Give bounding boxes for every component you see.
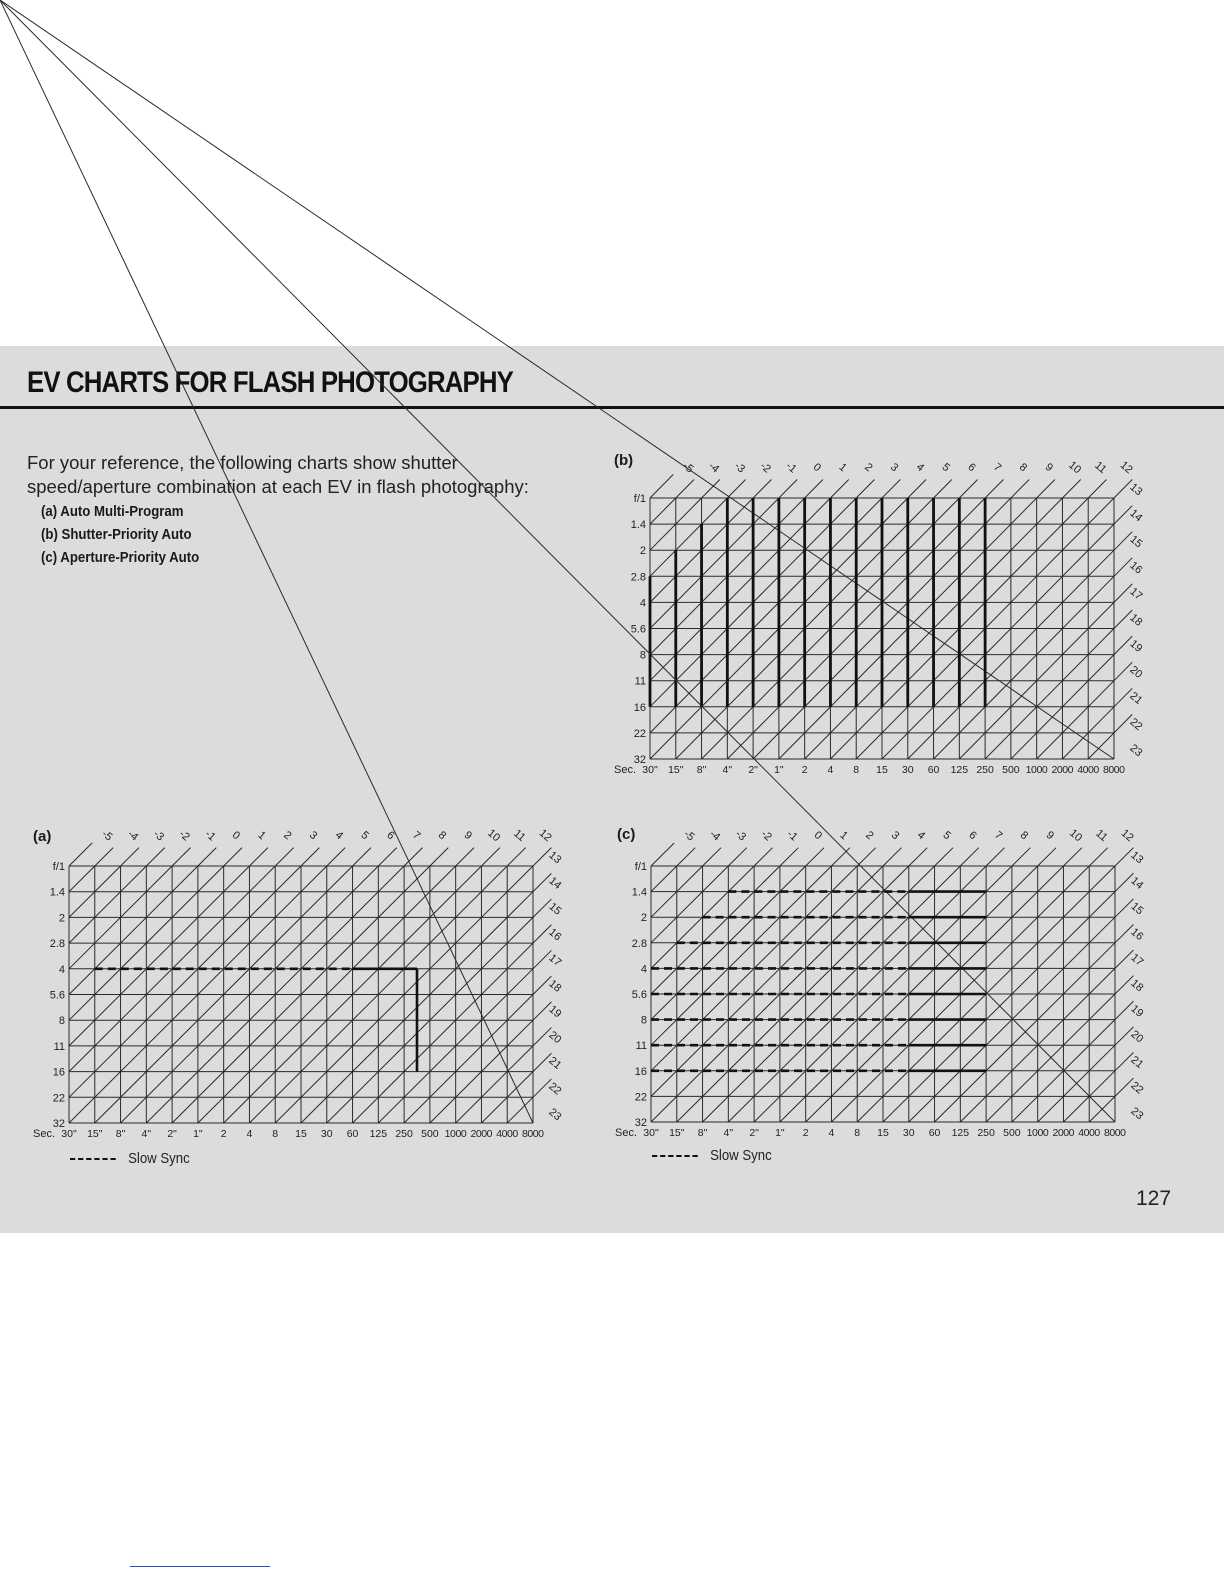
- shutter-speed-label: 1": [774, 764, 784, 776]
- ev-diagonal-extension: [806, 848, 824, 866]
- shutter-speed-label: 125: [951, 1127, 970, 1139]
- ev-diagonal: [651, 866, 883, 1096]
- shutter-speed-label: 15: [295, 1128, 307, 1140]
- ev-label-top: 9: [461, 829, 475, 843]
- ev-label-top: 9: [1042, 461, 1056, 475]
- shutter-speed-label: 2": [748, 764, 758, 776]
- aperture-label: 8: [640, 1014, 647, 1027]
- shutter-speed-label: 2000: [1051, 764, 1074, 776]
- aperture-label: 22: [52, 1092, 65, 1105]
- ev-diagonal-extension: [677, 848, 695, 866]
- ev-label-top: 1: [837, 829, 850, 843]
- aperture-label: 16: [634, 1065, 647, 1078]
- ev-label-top: 12: [1117, 459, 1135, 477]
- ev-diagonal-extension: [728, 848, 746, 866]
- aperture-label: 22: [634, 1091, 647, 1104]
- ev-diagonal: [651, 866, 677, 892]
- ev-label-top: 3: [888, 829, 902, 843]
- ev-label-top: 8: [1016, 461, 1030, 475]
- ev-label-right: 16: [546, 926, 564, 944]
- x-axis-label: Sec.: [32, 1128, 55, 1140]
- shutter-speed-label: 1": [775, 1127, 785, 1139]
- ev-label-right: 13: [546, 849, 564, 867]
- aperture-label: 2.8: [630, 571, 646, 584]
- ev-label-right: 23: [1127, 742, 1145, 760]
- ev-label-top: -4: [125, 827, 141, 844]
- ev-label-right: 21: [1128, 1053, 1146, 1072]
- aperture-label: 4: [58, 963, 65, 976]
- shutter-speed-label: 4: [827, 764, 834, 776]
- shutter-speed-label: 8: [854, 1127, 861, 1139]
- shutter-speed-label: 30": [61, 1128, 77, 1140]
- aperture-label: 2.8: [49, 938, 65, 951]
- aperture-label: 5.6: [630, 623, 646, 636]
- ev-label-right: 20: [546, 1029, 564, 1047]
- shutter-speed-label: 30": [643, 1127, 659, 1139]
- shutter-speed-label: 250: [395, 1128, 413, 1140]
- ev-label-top: 2: [863, 829, 876, 843]
- shutter-speed-label: 60: [928, 1127, 941, 1139]
- ev-label-top: 7: [991, 461, 1004, 475]
- footer-link-underline: [130, 1566, 270, 1567]
- ev-label-right: 21: [546, 1054, 564, 1072]
- ev-label-right: 16: [1128, 925, 1146, 944]
- ev-label-top: -5: [680, 459, 696, 476]
- ev-label-top: -3: [732, 827, 749, 844]
- aperture-label: 11: [634, 675, 646, 688]
- ev-label-right: 13: [1127, 481, 1145, 499]
- ev-label-right: 20: [1127, 663, 1145, 681]
- ev-label-top: 2: [281, 829, 294, 843]
- aperture-label: 5.6: [631, 989, 647, 1001]
- ev-label-top: -1: [202, 827, 218, 844]
- ev-label-top: 6: [965, 461, 978, 475]
- aperture-label: 1.4: [631, 886, 647, 899]
- shutter-speed-label: 8000: [522, 1128, 544, 1140]
- ev-label-top: 4: [332, 829, 346, 843]
- ev-label-top: 1: [836, 461, 849, 475]
- ev-label-right: 14: [546, 874, 564, 892]
- shutter-speed-label: 30: [902, 1127, 915, 1139]
- shutter-speed-label: 1000: [1025, 764, 1048, 776]
- ev-diagonal-extension: [780, 848, 798, 866]
- mode-item-b: (b) Shutter-Priority Auto: [41, 526, 192, 543]
- aperture-label: 32: [633, 754, 646, 766]
- ev-label-right: 17: [1128, 951, 1146, 969]
- ev-label-top: 8: [1017, 829, 1031, 843]
- ev-label-top: 12: [536, 827, 554, 845]
- aperture-label: 5.6: [49, 989, 65, 1002]
- shutter-speed-label: 8": [696, 764, 707, 776]
- mode-item-a: (a) Auto Multi-Program: [41, 503, 184, 520]
- ev-label-top: 12: [1118, 827, 1136, 845]
- ev-diagonal-extension: [651, 843, 674, 866]
- ev-diagonal-extension: [1038, 848, 1056, 866]
- ev-label-top: -3: [731, 459, 748, 476]
- shutter-speed-label: 4: [828, 1127, 835, 1139]
- aperture-label: 22: [633, 727, 646, 740]
- shutter-speed-label: 8000: [1104, 1127, 1126, 1139]
- shutter-speed-label: 4000: [496, 1128, 519, 1140]
- ev-label-top: 2: [862, 461, 875, 475]
- shutter-speed-label: 2000: [1052, 1127, 1075, 1139]
- ev-diagonal-extension: [1012, 848, 1030, 866]
- mode-item-c: (c) Aperture-Priority Auto: [41, 549, 200, 566]
- aperture-label: 1.4: [630, 519, 646, 532]
- ev-label-top: 1: [255, 829, 268, 843]
- ev-label-top: -1: [784, 827, 800, 844]
- aperture-label: 2: [639, 545, 646, 558]
- shutter-speed-label: 2: [802, 1127, 809, 1139]
- aperture-label: 2: [58, 912, 65, 925]
- shutter-speed-label: 500: [421, 1128, 439, 1140]
- ev-label-top: 11: [1092, 459, 1109, 476]
- ev-diagonal-extension: [935, 848, 953, 866]
- ev-diagonal-extension: [1089, 848, 1107, 866]
- ev-diagonal-extension: [703, 848, 721, 866]
- x-axis-label: Sec.: [613, 764, 636, 776]
- shutter-speed-label: 8": [115, 1128, 126, 1140]
- shutter-speed-label: 2": [749, 1127, 759, 1139]
- ev-label-right: 14: [1128, 874, 1146, 892]
- shutter-speed-label: 30: [901, 764, 914, 776]
- ev-diagonal-extension: [754, 848, 772, 866]
- ev-label-top: -2: [758, 827, 774, 844]
- shutter-speed-label: 8": [697, 1127, 708, 1139]
- slow-sync-label: Slow Sync: [128, 1150, 190, 1167]
- shutter-speed-label: 2": [167, 1128, 177, 1140]
- shutter-speed-label: 8: [272, 1128, 279, 1140]
- ev-diagonal-extension: [831, 848, 849, 866]
- ev-label-top: 7: [410, 829, 423, 843]
- shutter-speed-label: 15": [87, 1128, 103, 1140]
- ev-label-top: 6: [384, 829, 397, 843]
- shutter-speed-label: 8: [853, 764, 860, 776]
- aperture-label: 4: [639, 597, 646, 610]
- ev-label-right: 19: [1127, 637, 1145, 655]
- ev-diagonal-extension: [1063, 848, 1081, 866]
- dashed-line-swatch: [652, 1155, 698, 1157]
- aperture-label: 1.4: [49, 886, 65, 899]
- aperture-label: f/1: [52, 861, 65, 873]
- ev-label-right: 23: [1128, 1105, 1146, 1123]
- aperture-label: 4: [640, 963, 647, 976]
- page-title: EV CHARTS FOR FLASH PHOTOGRAPHY: [27, 366, 514, 399]
- ev-label-right: 18: [546, 977, 564, 995]
- ev-label-top: 3: [887, 461, 901, 475]
- shutter-speed-label: 60: [346, 1128, 359, 1140]
- ev-label-top: -5: [681, 827, 697, 844]
- page-number: 127: [1136, 1187, 1172, 1210]
- ev-label-right: 18: [1128, 977, 1146, 995]
- shutter-speed-label: 1000: [444, 1128, 467, 1140]
- ev-label-top: -4: [706, 459, 722, 476]
- aperture-label: 2: [640, 912, 647, 925]
- ev-diagonal-extension: [960, 848, 978, 866]
- ev-diagonal-extension: [986, 848, 1004, 866]
- ev-diagonal-extension: [857, 848, 875, 866]
- ev-label-right: 13: [1128, 849, 1146, 867]
- slow-sync-label: Slow Sync: [710, 1147, 772, 1164]
- x-axis-label: Sec.: [614, 1127, 637, 1139]
- shutter-speed-label: 250: [977, 1127, 995, 1139]
- ev-label-right: 19: [1128, 1002, 1146, 1020]
- ev-label-right: 16: [1127, 559, 1145, 577]
- ev-label-top: -4: [707, 827, 723, 844]
- aperture-label: 2.8: [631, 937, 647, 950]
- shutter-speed-label: 2: [220, 1128, 227, 1140]
- ev-diagonal-extension: [883, 848, 901, 866]
- ev-label-top: 0: [810, 461, 824, 475]
- ev-label-top: 3: [306, 829, 320, 843]
- ev-label-right: 15: [1127, 533, 1145, 551]
- ev-label-right: 22: [546, 1080, 564, 1098]
- ev-label-top: 10: [485, 827, 503, 845]
- shutter-speed-label: 15: [876, 764, 888, 776]
- ev-label-right: 19: [546, 1003, 564, 1021]
- shutter-speed-label: 15": [668, 764, 684, 776]
- chart-c-label: (c): [617, 826, 636, 843]
- ev-label-right: 17: [1127, 585, 1145, 603]
- dashed-line-swatch: [70, 1158, 116, 1160]
- ev-label-right: 14: [1127, 507, 1145, 525]
- chart-b-label: (b): [614, 452, 634, 469]
- aperture-label: 11: [53, 1040, 65, 1053]
- shutter-speed-label: 1000: [1026, 1127, 1049, 1139]
- ev-label-right: 15: [546, 900, 564, 918]
- ev-label-top: 5: [939, 461, 952, 475]
- ev-label-top: 11: [1093, 827, 1110, 844]
- shutter-speed-label: 4": [723, 1127, 734, 1139]
- shutter-speed-label: 2: [801, 764, 808, 776]
- ev-label-top: 4: [914, 829, 928, 843]
- ev-label-top: 7: [992, 829, 1005, 843]
- ev-label-top: -1: [783, 459, 799, 476]
- aperture-label: 32: [634, 1117, 647, 1129]
- shutter-speed-label: 8000: [1103, 764, 1125, 776]
- ev-label-right: 23: [546, 1106, 564, 1124]
- ev-label-top: -3: [150, 827, 167, 844]
- shutter-speed-label: 500: [1002, 764, 1020, 776]
- shutter-speed-label: 125: [369, 1128, 388, 1140]
- ev-label-top: -2: [757, 459, 773, 476]
- ev-label-top: 6: [966, 829, 979, 843]
- aperture-label: 16: [633, 701, 646, 714]
- shutter-speed-label: 60: [927, 764, 940, 776]
- ev-diagonal: [651, 866, 728, 943]
- ev-label-top: 0: [811, 829, 825, 843]
- aperture-label: 11: [635, 1040, 647, 1053]
- shutter-speed-label: 15": [669, 1127, 685, 1139]
- ev-label-top: 11: [511, 827, 528, 844]
- ev-diagonal-extension: [909, 848, 927, 866]
- ev-label-top: 10: [1067, 827, 1085, 845]
- shutter-speed-label: 15: [877, 1127, 889, 1139]
- ev-label-top: 5: [358, 829, 371, 843]
- shutter-speed-label: 250: [976, 764, 994, 776]
- ev-label-top: 8: [435, 829, 449, 843]
- shutter-speed-label: 1": [193, 1128, 203, 1140]
- ev-label-right: 22: [1128, 1079, 1146, 1097]
- shutter-speed-label: 30": [642, 764, 658, 776]
- aperture-label: f/1: [633, 493, 646, 505]
- ev-label-right: 21: [1127, 689, 1145, 708]
- shutter-speed-label: 4: [246, 1128, 253, 1140]
- chart-a-label: (a): [33, 828, 52, 845]
- ev-label-top: 9: [1043, 829, 1057, 843]
- ev-label-right: 17: [546, 951, 564, 970]
- ev-label-right: 15: [1128, 900, 1146, 918]
- shutter-speed-label: 4000: [1078, 1127, 1101, 1139]
- ev-label-top: 5: [940, 829, 953, 843]
- aperture-label: f/1: [634, 861, 647, 873]
- shutter-speed-label: 4": [722, 764, 733, 776]
- ev-label-top: 0: [229, 829, 243, 843]
- slow-sync-legend-c: [652, 1147, 772, 1164]
- ev-label-top: 4: [913, 461, 927, 475]
- aperture-label: 8: [58, 1015, 65, 1028]
- aperture-label: 32: [52, 1118, 65, 1130]
- shutter-speed-label: 500: [1003, 1127, 1021, 1139]
- ev-label-right: 20: [1128, 1028, 1146, 1046]
- ev-label-right: 18: [1127, 611, 1145, 629]
- shutter-speed-label: 2000: [470, 1128, 493, 1140]
- ev-diagonal: [651, 866, 780, 994]
- shutter-speed-label: 4": [141, 1128, 152, 1140]
- aperture-label: 16: [52, 1066, 65, 1079]
- slow-sync-legend-a: [70, 1150, 190, 1167]
- shutter-speed-label: 125: [950, 764, 969, 776]
- intro-line-2: speed/aperture combination at each EV in flash photography:: [27, 476, 529, 497]
- ev-label-top: -2: [176, 827, 192, 844]
- ev-label-top: -5: [99, 827, 115, 844]
- intro-line-1: For your reference, the following charts show shutter: [27, 452, 458, 473]
- ev-label-right: 22: [1127, 716, 1145, 734]
- shutter-speed-label: 30: [320, 1128, 333, 1140]
- aperture-label: 8: [639, 649, 646, 662]
- ev-label-top: 10: [1066, 459, 1084, 477]
- shutter-speed-label: 4000: [1077, 764, 1100, 776]
